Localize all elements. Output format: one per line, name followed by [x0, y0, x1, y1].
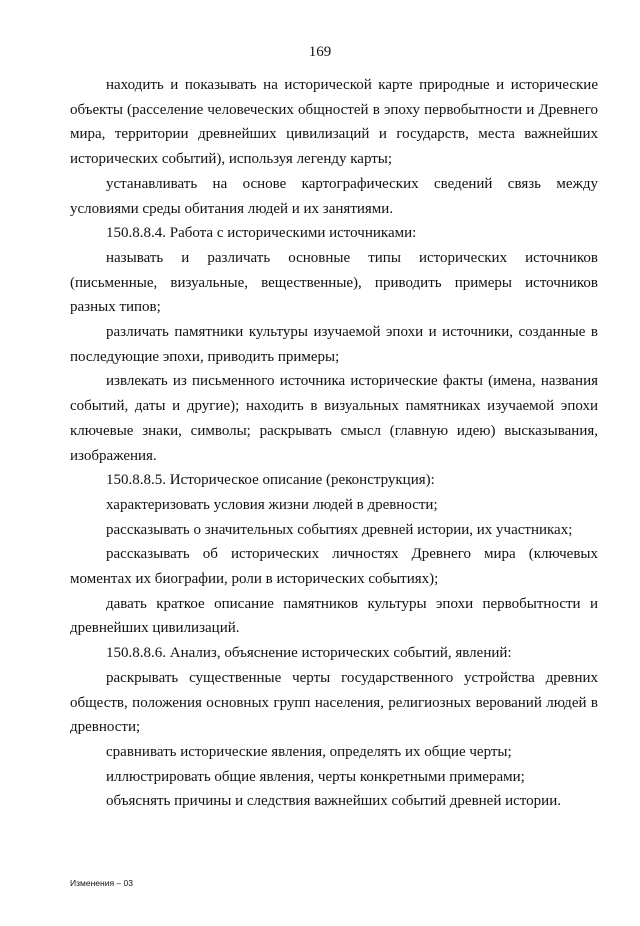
paragraph: извлекать из письменного источника исторические факты (имена, названия событий, даты и другие); находить в визуальных памятниках изучаемой эпохи ключевые знаки, символы; раскрывать смысл (главную идею) высказывания, изображения.	[70, 373, 598, 464]
section-heading: 150.8.8.5. Историческое описание (реконструкция):	[106, 472, 435, 489]
paragraph: объяснять причины и следствия важнейших событий древней истории.	[106, 793, 561, 810]
body-text	[70, 73, 598, 814]
paragraph: сравнивать исторические явления, определять их общие черты;	[106, 743, 512, 760]
paragraph: рассказывать об исторических личностях Древнего мира (ключевых моментах их биографии, роли в исторических событиях);	[70, 546, 598, 588]
section-heading: 150.8.8.4. Работа с историческими источниками:	[106, 225, 417, 242]
paragraph: давать краткое описание памятников культуры эпохи первобытности и древнейших цивилизаций.	[70, 595, 598, 637]
paragraph: различать памятники культуры изучаемой эпохи и источники, созданные в последующие эпохи, приводить примеры;	[70, 324, 598, 365]
page-number: 169	[308, 44, 332, 60]
paragraph: рассказывать о значительных событиях древней истории, их участниках;	[106, 521, 573, 538]
paragraph: раскрывать существенные черты государственного устройства древних обществ, положения основных групп населения, религиозных верований людей в древности;	[70, 669, 598, 736]
paragraph: находить и показывать на исторической карте природные и исторические объекты (расселение человеческих общностей в эпоху первобытности и Древнего мира, территории древнейших цивилизаций и государств, места важнейших исторических событий), используя легенду карты;	[70, 77, 598, 168]
paragraph: иллюстрировать общие явления, черты конкретными примерами;	[106, 768, 525, 785]
paragraph: характеризовать условия жизни людей в древности;	[106, 496, 438, 513]
paragraph: называть и различать основные типы исторических источников (письменные, визуальные, вещественные), приводить примеры источников разных типов;	[70, 249, 598, 316]
revision-footer: Изменения – 03	[70, 878, 133, 888]
paragraph: устанавливать на основе картографических сведений связь между условиями среды обитания людей и их занятиями.	[70, 175, 598, 217]
section-heading: 150.8.8.6. Анализ, объяснение исторических событий, явлений:	[106, 645, 512, 662]
